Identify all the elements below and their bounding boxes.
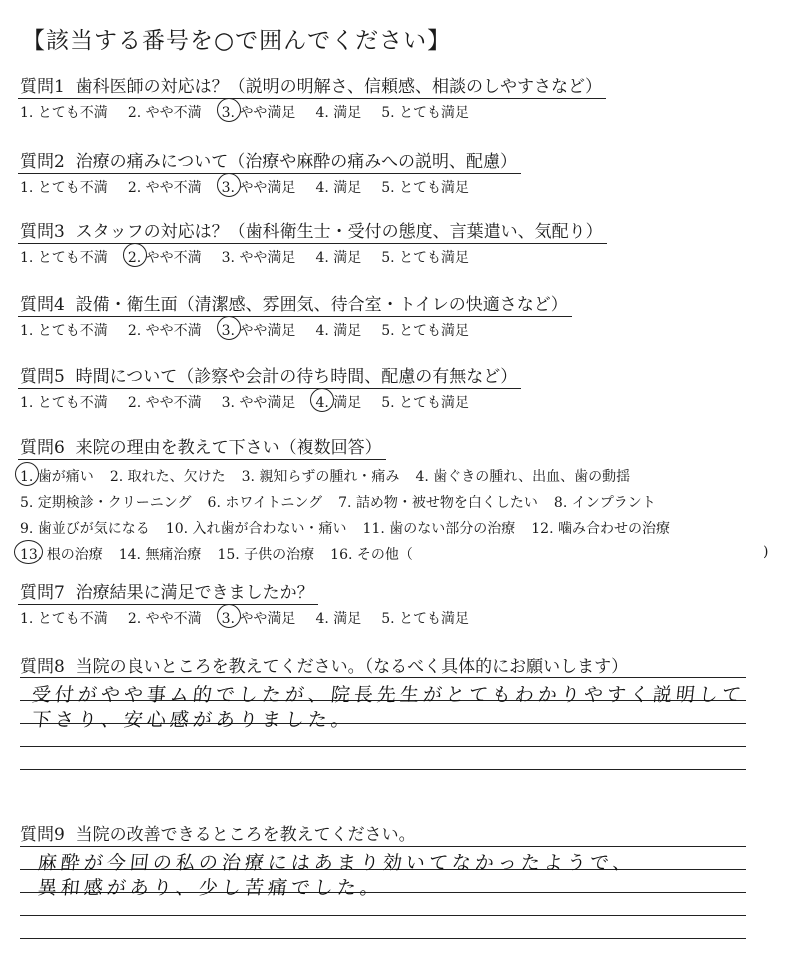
option-number: 15. — [217, 547, 245, 563]
question-1-option-1[interactable] — [20, 102, 108, 122]
option-label: やや不満 — [145, 180, 202, 196]
question-5-options — [18, 392, 778, 412]
question-3-text: スタッフの対応は？（歯科衛生士・受付の態度、言葉遣い、気配り） — [75, 222, 603, 242]
option-number: 4. — [415, 469, 434, 485]
option-number: 4. — [315, 611, 334, 627]
question-6-option-7[interactable] — [338, 492, 538, 512]
question-6-option-5[interactable] — [20, 492, 192, 512]
question-6-other-close-paren: ) — [763, 544, 769, 560]
option-label: 歯のない部分の治療 — [389, 521, 516, 537]
option-number: 2. — [127, 323, 146, 339]
question-7-text: 治療結果に満足できましたか？ — [75, 583, 314, 603]
question-3-heading — [18, 217, 607, 244]
option-number: 4. — [315, 395, 334, 411]
question-3-option-1[interactable] — [20, 247, 108, 267]
option-number: 3. — [241, 469, 260, 485]
question-9-answer-line-2: 異和感があり、少し苦痛でした。 — [36, 877, 385, 899]
question-3 — [18, 217, 778, 267]
question-2 — [18, 147, 778, 197]
option-label: 無痛治療 — [145, 547, 202, 563]
option-number: 12. — [531, 521, 558, 537]
question-7-option-4[interactable] — [315, 608, 361, 628]
question-7-heading — [18, 578, 318, 605]
option-number: 2. — [127, 611, 146, 627]
question-1-option-4[interactable] — [315, 102, 361, 122]
question-4-label: 質問4 — [20, 295, 65, 315]
question-8 — [18, 652, 778, 678]
option-number: 10. — [165, 521, 193, 537]
question-6-row-4 — [18, 544, 778, 564]
option-number: 9. — [20, 521, 38, 537]
option-number: 3. — [221, 323, 240, 339]
option-number: 5. — [381, 395, 400, 411]
option-label: とても不満 — [37, 105, 108, 121]
option-number: 3. — [221, 180, 240, 196]
option-label: やや満足 — [239, 611, 296, 627]
option-label: 詰め物・被せ物を白くしたい — [355, 495, 538, 511]
option-number: 3. — [221, 395, 240, 411]
question-8-text: 当院の良いところを教えてください。（なるべく具体的にお願いします） — [75, 657, 629, 677]
question-2-heading — [18, 147, 521, 174]
question-4-options — [18, 320, 778, 340]
question-5-text: 時間について（診察や会計の待ち時間、配慮の有無など） — [75, 367, 518, 387]
option-label: 根の治療 — [46, 547, 103, 563]
option-number: 6. — [207, 495, 226, 511]
option-label: とても不満 — [37, 180, 108, 196]
write-line — [20, 769, 746, 770]
question-2-label: 質問2 — [20, 152, 65, 172]
option-number: 11. — [362, 521, 390, 537]
option-number: 5. — [20, 495, 38, 511]
option-label: とても満足 — [399, 323, 470, 339]
question-6-option-12[interactable] — [531, 518, 670, 538]
option-label: やや満足 — [239, 105, 296, 121]
option-label: ホワイトニング — [225, 495, 323, 511]
option-label: とても不満 — [37, 395, 108, 411]
question-1-text: 歯科医師の対応は？（説明の明解さ、信頼感、相談のしやすさなど） — [75, 77, 602, 97]
option-label: やや満足 — [239, 395, 296, 411]
option-label: とても不満 — [37, 250, 108, 266]
question-6-option-6[interactable] — [208, 492, 323, 512]
option-number: 3. — [221, 250, 240, 266]
question-5-option-5[interactable] — [381, 392, 469, 412]
question-2-option-3[interactable] — [222, 177, 296, 197]
question-1-option-3[interactable] — [222, 102, 296, 122]
option-label: 歯ぐきの腫れ、出血、歯の動揺 — [433, 469, 631, 485]
question-4-option-5[interactable] — [381, 320, 469, 340]
option-number: 8. — [553, 495, 572, 511]
option-number: 4. — [315, 180, 334, 196]
question-6-label: 質問6 — [20, 438, 65, 458]
question-6-option-14[interactable] — [119, 544, 202, 564]
question-7-option-3[interactable] — [222, 608, 296, 628]
option-label: 満足 — [333, 395, 362, 411]
question-4-text: 設備・衛生面（清潔感、雰囲気、待合室・トイレの快適さなど） — [75, 295, 568, 315]
question-6-row-2 — [18, 492, 778, 512]
question-2-options — [18, 177, 778, 197]
question-5-label: 質問5 — [20, 367, 65, 387]
question-3-label: 質問3 — [20, 222, 65, 242]
question-2-option-2[interactable] — [128, 177, 202, 197]
question-7-option-5[interactable] — [381, 608, 469, 628]
question-9 — [18, 820, 778, 846]
option-label: とても満足 — [399, 180, 470, 196]
question-6-row-1 — [18, 466, 778, 486]
option-label: 満足 — [333, 323, 362, 339]
question-3-option-5[interactable] — [381, 247, 469, 267]
option-label: 定期検診・クリーニング — [37, 495, 192, 511]
question-1-option-2[interactable] — [128, 102, 202, 122]
question-2-option-1[interactable] — [20, 177, 108, 197]
option-number: 5. — [381, 105, 400, 121]
question-1-option-5[interactable] — [381, 102, 469, 122]
question-6-option-16[interactable] — [330, 544, 413, 564]
question-5-option-2[interactable] — [128, 392, 202, 412]
option-label: やや不満 — [145, 250, 202, 266]
option-label: 親知らずの腫れ・痛み — [259, 469, 400, 485]
question-6-option-11[interactable] — [363, 518, 516, 538]
option-label: とても満足 — [399, 395, 470, 411]
write-line — [20, 677, 746, 678]
option-number: 7. — [338, 495, 356, 511]
question-4-heading — [18, 290, 572, 317]
question-1-label: 質問1 — [20, 77, 65, 97]
option-label: とても不満 — [37, 611, 108, 627]
option-number: 2. — [127, 250, 146, 266]
question-5 — [18, 362, 778, 412]
question-3-option-2[interactable] — [128, 247, 202, 267]
question-6-option-4[interactable] — [415, 466, 630, 486]
question-6-option-15[interactable] — [217, 544, 314, 564]
option-number: 14. — [118, 547, 146, 563]
question-5-option-1[interactable] — [20, 392, 108, 412]
option-label: とても満足 — [399, 105, 470, 121]
option-number: 4. — [315, 250, 334, 266]
question-9-answer-line-1: 麻酔が今回の私の治療にはあまり効いてなかったようで、 — [36, 852, 637, 874]
option-label: その他（ — [356, 547, 413, 563]
question-4 — [18, 290, 778, 340]
question-9-text: 当院の改善できるところを教えてください。 — [75, 825, 416, 845]
question-8-heading — [18, 652, 632, 678]
question-6-option-3[interactable] — [242, 466, 400, 486]
question-7-option-1[interactable] — [20, 608, 108, 628]
option-label: とても不満 — [37, 323, 108, 339]
question-6-option-1[interactable] — [20, 466, 94, 486]
option-number: 5. — [381, 180, 400, 196]
question-9-label: 質問9 — [20, 825, 65, 845]
write-line — [20, 846, 746, 847]
question-9-heading — [18, 820, 420, 846]
option-number: 4. — [315, 323, 334, 339]
option-label: 満足 — [333, 250, 362, 266]
question-7 — [18, 578, 778, 628]
option-label: やや不満 — [145, 323, 202, 339]
option-label: 噛み合わせの治療 — [557, 521, 670, 537]
question-6 — [18, 433, 778, 564]
option-label: やや満足 — [239, 323, 296, 339]
write-line — [20, 746, 746, 747]
option-label: とても満足 — [399, 611, 470, 627]
question-3-option-4[interactable] — [315, 247, 361, 267]
form-title: 【該当する番号を○で囲んでください】 — [22, 28, 452, 54]
question-6-text: 来院の理由を教えて下さい（複数回答） — [75, 438, 382, 458]
option-label: 歯が痛い — [37, 469, 94, 485]
option-label: やや不満 — [145, 395, 202, 411]
option-number: 1. — [20, 105, 38, 121]
option-number: 1. — [20, 469, 38, 485]
question-4-option-1[interactable] — [20, 320, 108, 340]
option-number: 5. — [381, 250, 400, 266]
question-8-answer-line-1: 受付がやや事ム的でしたが、院長先生がとてもわかりやすく説明して — [30, 684, 747, 706]
option-number: 1. — [20, 180, 38, 196]
option-number: 13. — [20, 547, 47, 563]
question-6-option-2[interactable] — [110, 466, 226, 486]
question-1 — [18, 72, 778, 122]
question-4-option-4[interactable] — [315, 320, 361, 340]
option-number: 3. — [221, 611, 240, 627]
write-line — [20, 938, 746, 939]
question-7-label: 質問7 — [20, 583, 65, 603]
option-number: 2. — [109, 469, 128, 485]
question-4-option-3[interactable] — [222, 320, 296, 340]
option-number: 2. — [127, 395, 146, 411]
option-number: 1. — [20, 323, 38, 339]
option-number: 3. — [221, 105, 240, 121]
question-8-answer-line-2: 下さり、安心感がありました。 — [30, 709, 356, 731]
option-label: 歯並びが気になる — [37, 521, 150, 537]
question-5-option-4[interactable] — [315, 392, 361, 412]
option-number: 2. — [127, 180, 146, 196]
question-2-option-5[interactable] — [381, 177, 469, 197]
option-number: 5. — [381, 611, 400, 627]
option-number: 4. — [315, 105, 334, 121]
question-8-label: 質問8 — [20, 657, 65, 677]
question-2-text: 治療の痛みについて（治療や麻酔の痛みへの説明、配慮） — [75, 152, 517, 172]
option-number: 16. — [330, 547, 357, 563]
question-1-options — [18, 102, 778, 122]
write-line — [20, 915, 746, 916]
question-6-option-13[interactable] — [20, 544, 103, 564]
question-5-heading — [18, 362, 521, 389]
question-1-heading — [18, 72, 606, 99]
option-label: とても満足 — [399, 250, 470, 266]
question-6-option-8[interactable] — [554, 492, 656, 512]
question-6-heading — [18, 433, 386, 460]
question-4-option-2[interactable] — [128, 320, 202, 340]
option-number: 5. — [381, 323, 400, 339]
option-number: 1. — [20, 395, 38, 411]
option-label: やや不満 — [145, 611, 202, 627]
question-5-option-3[interactable] — [222, 392, 296, 412]
question-6-row-3 — [18, 518, 778, 538]
option-label: やや満足 — [239, 250, 296, 266]
option-label: やや不満 — [145, 105, 202, 121]
question-6-option-9[interactable] — [20, 518, 150, 538]
question-7-options — [18, 608, 778, 628]
option-label: やや満足 — [239, 180, 296, 196]
question-3-option-3[interactable] — [222, 247, 296, 267]
option-label: 満足 — [333, 180, 362, 196]
option-number: 1. — [20, 250, 38, 266]
option-label: 入れ歯が合わない・痛い — [192, 521, 347, 537]
option-label: 子供の治療 — [244, 547, 315, 563]
option-number: 1. — [20, 611, 38, 627]
option-label: 取れた、欠けた — [127, 469, 226, 485]
question-2-option-4[interactable] — [315, 177, 361, 197]
question-7-option-2[interactable] — [128, 608, 202, 628]
question-6-option-10[interactable] — [166, 518, 347, 538]
option-label: インプラント — [571, 495, 656, 511]
question-3-options — [18, 247, 778, 267]
option-number: 2. — [127, 105, 146, 121]
option-label: 満足 — [333, 105, 362, 121]
option-label: 満足 — [333, 611, 362, 627]
